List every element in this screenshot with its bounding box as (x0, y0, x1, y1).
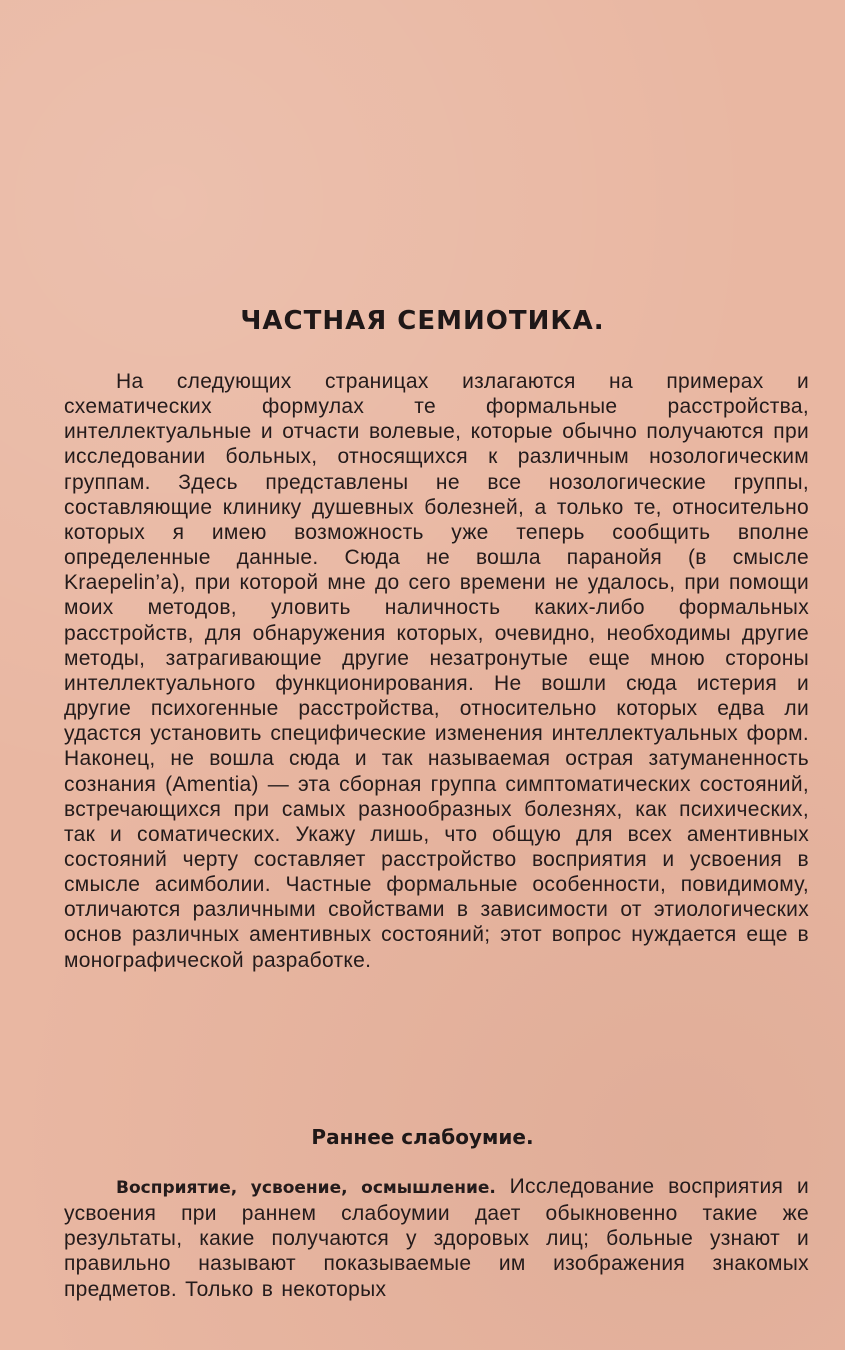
section-run-in-heading: Восприятие, усвоение, осмышление. (116, 1178, 496, 1198)
section-title: Раннее слабоумие. (311, 1125, 534, 1149)
section-paragraph (64, 1174, 809, 1302)
intro-section (64, 369, 809, 973)
page-title: ЧАСТНАЯ СЕМИОТИКА. (240, 306, 605, 336)
intro-paragraph: На следующих страницах излагаются на примерах и схематических формулах те формальные расстройства, интеллектуальные и отчасти волевые, которые обычно получаются при исследовании больных, относящихся к различным нозологическим группам. Здесь представлены не все нозологические группы, составляющие клинику душевных болезней, а только те, относительно которых я имею возможность уже теперь сообщить вполне определенные данные. Сюда не вошла паранойя (в смысле Kraepelin’a), при которой мне до сего времени не удалось, при помощи моих методов, уловить наличность каких-либо формальных расстройств, для обнаружения которых, очевидно, необходимы другие методы, затрагивающие другие незатронутые еще мною стороны интеллектуального функционирования. Не вошли сюда истерия и другие психогенные расстройства, относительно которых едва ли удастся установить специфические изменения интеллектуальных форм. Наконец, не вошла сюда и так называемая острая затуманенность сознания (Amentia) — эта сборная группа симптоматических состояний, встречающихся при самых разнообразных болезнях, как психических, так и соматических. Укажу лишь, что общую для всех аментивных состояний черту составляет расстройство восприятия и усвоения в смысле асимболии. Частные формальные особенности, повидимому, отличаются различными свойствами в зависимости от этиологических основ различных аментивных состояний; этот вопрос нуждается еще в монографической разработке. (64, 370, 809, 972)
section-paragraph-text: Исследование восприятия и усвоения при раннем слабоумии дает обыкновенно такие же результаты, какие получаются у здоровых лиц; больные узнают и правильно называют показываемые им изображения знакомых предметов. Только в некоторых (64, 1175, 809, 1301)
early-dementia-section (64, 1174, 809, 1302)
